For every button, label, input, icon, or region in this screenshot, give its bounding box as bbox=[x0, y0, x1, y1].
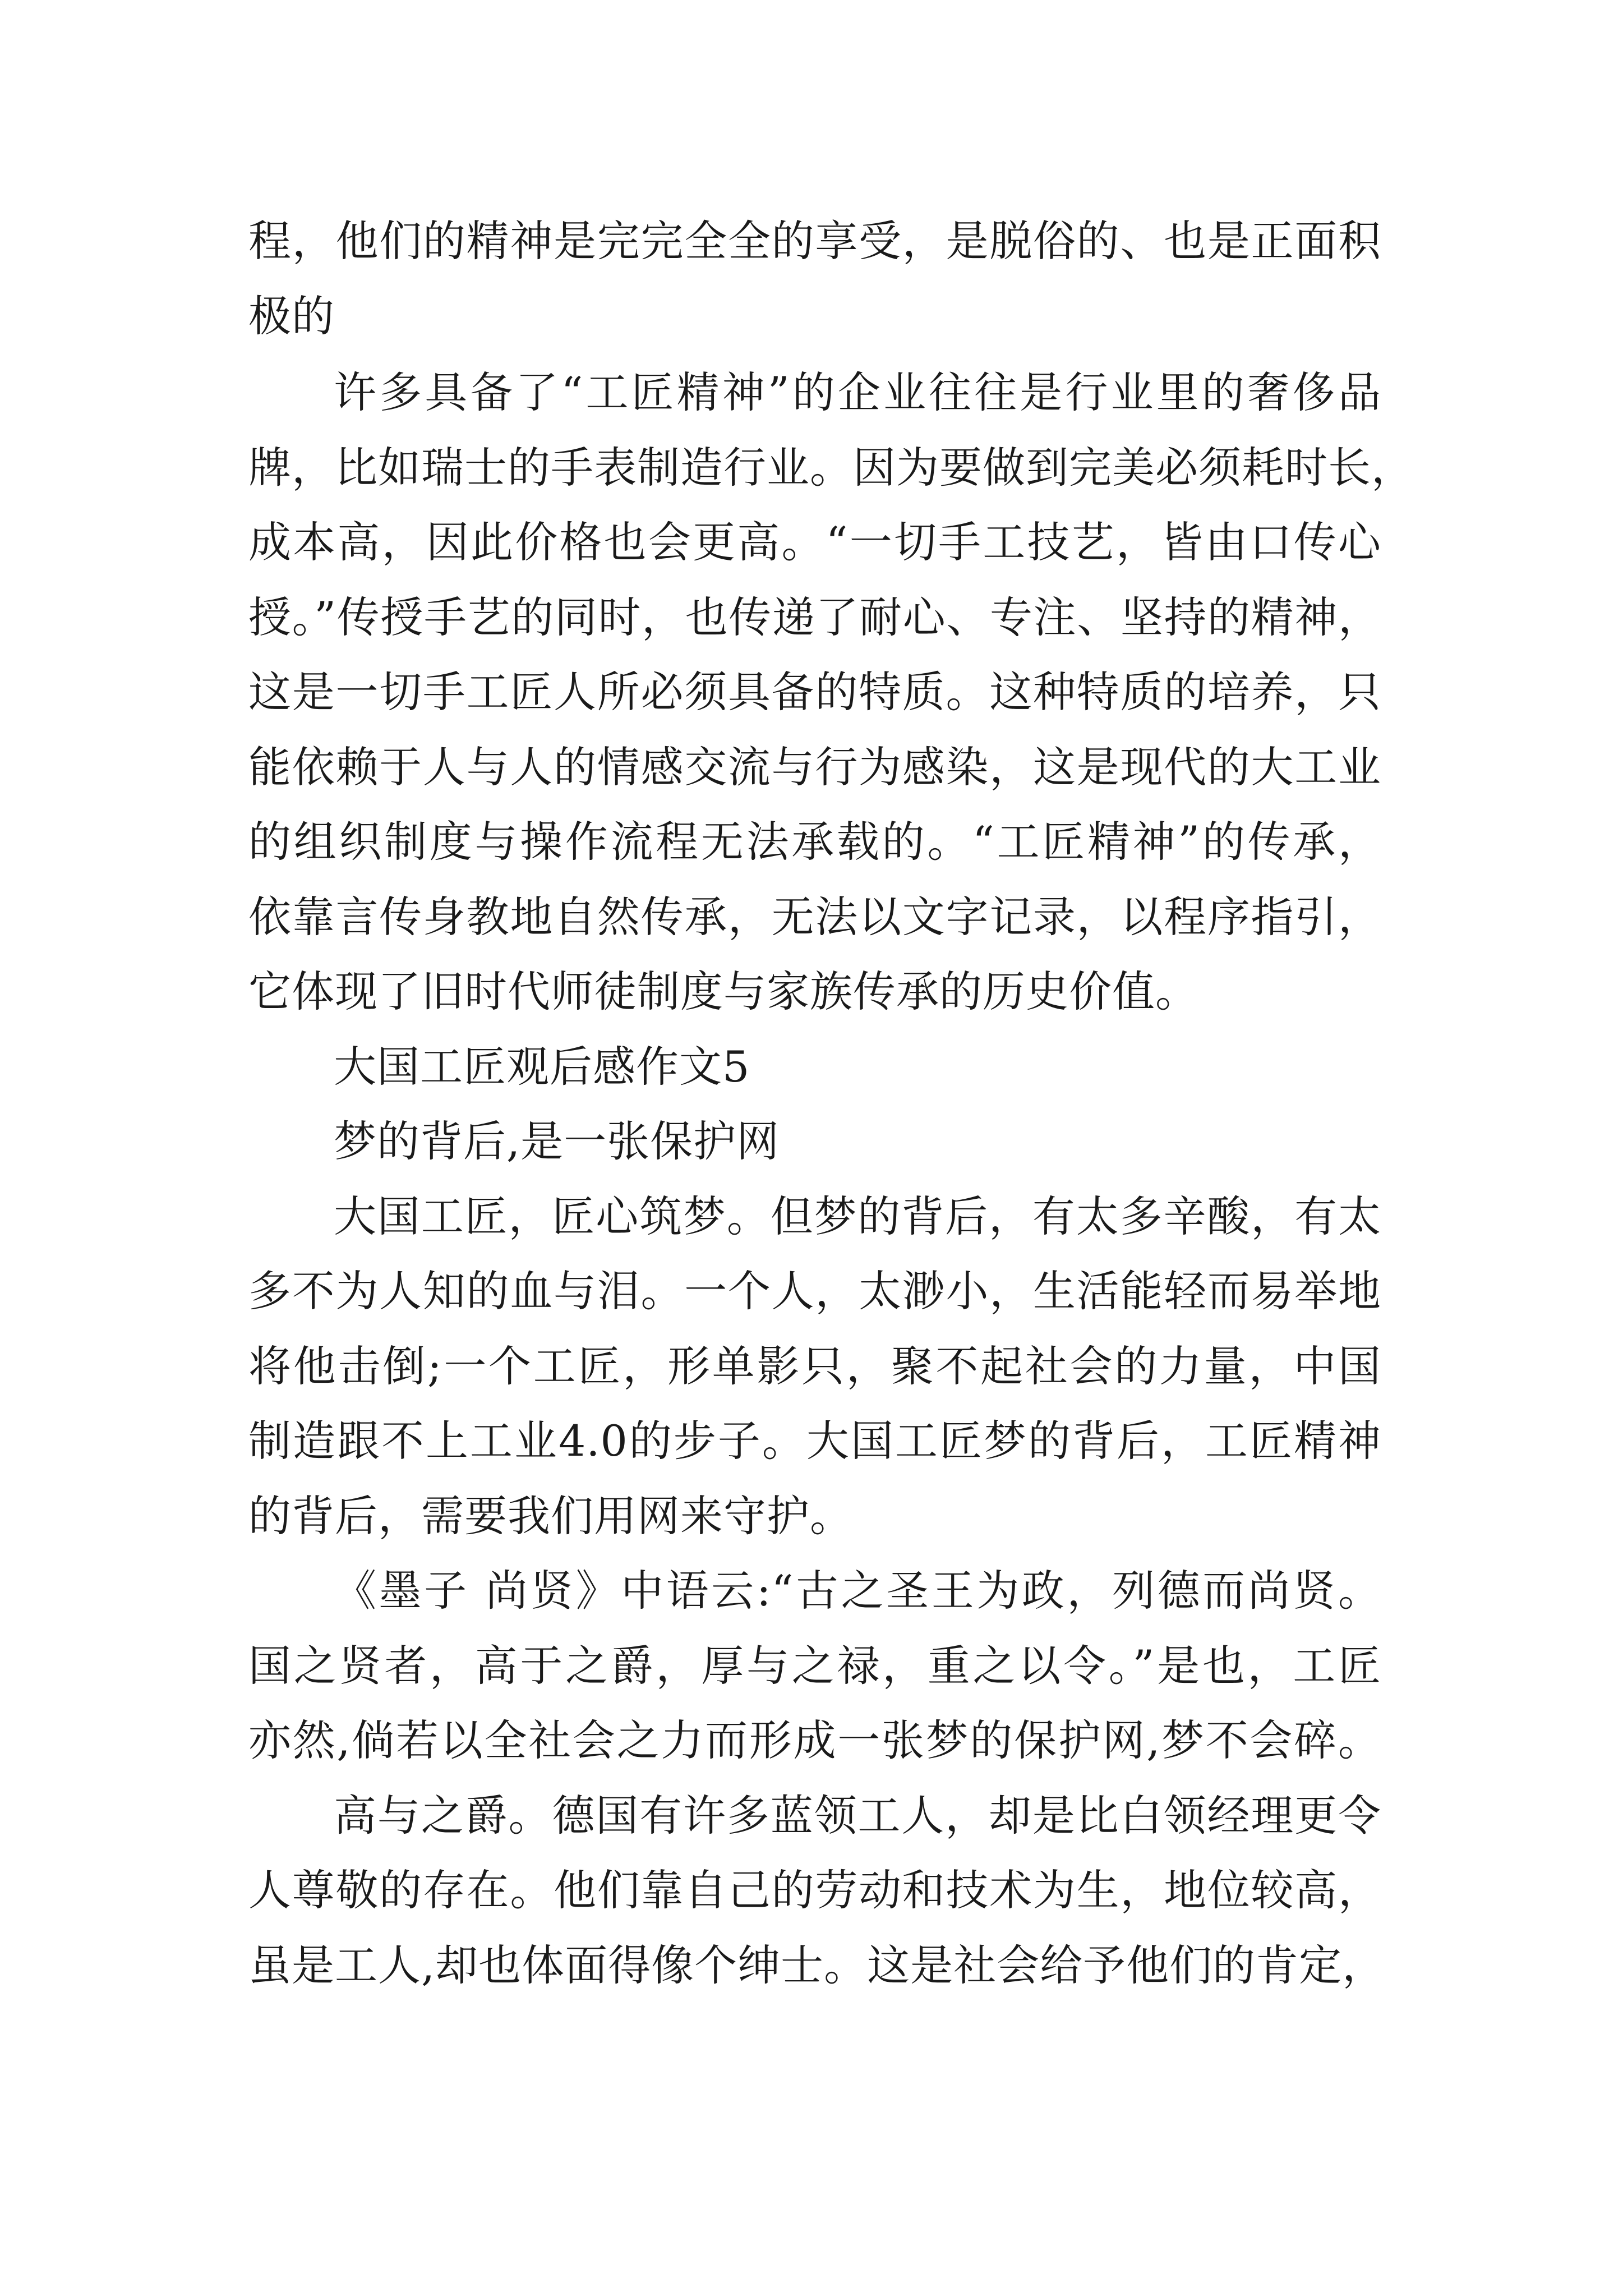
text-line: 将他击倒;一个工匠，形单影只，聚不起社会的力量，中国 bbox=[248, 1341, 1381, 1391]
text-line: 成本高，因此价格也会更高。“一切手工技艺，皆由口传心 bbox=[248, 517, 1381, 567]
paragraph-first-line: 许多具备了“工匠精神”的企业往往是行业里的奢侈品 bbox=[334, 367, 1381, 417]
text-line: 程，他们的精神是完完全全的享受，是脱俗的、也是正面积 bbox=[248, 216, 1381, 266]
text-line: 这是一切手工匠人所必须具备的特质。这种特质的培养，只 bbox=[248, 667, 1381, 717]
text-line: 牌，比如瑞士的手表制造行业。因为要做到完美必须耗时长， bbox=[248, 443, 1414, 493]
text-line: 人尊敬的存在。他们靠自己的劳动和技术为生，地位较高， bbox=[248, 1865, 1381, 1915]
text-line: 国之贤者，高于之爵，厚与之禄，重之以令。”是也，工匠 bbox=[248, 1641, 1381, 1691]
section-subtitle: 梦的背后,是一张保护网 bbox=[334, 1116, 780, 1166]
paragraph-first-line: 大国工匠，匠心筑梦。但梦的背后，有太多辛酸，有太 bbox=[334, 1191, 1381, 1241]
paragraph-first-line: 《墨子 尚贤》中语云:“古之圣王为政，列德而尚贤。 bbox=[334, 1566, 1381, 1616]
text-line: 它体现了旧时代师徒制度与家族传承的历史价值。 bbox=[248, 967, 1198, 1016]
text-line: 的组织制度与操作流程无法承载的。“工匠精神”的传承， bbox=[248, 817, 1381, 867]
section-heading: 大国工匠观后感作文5 bbox=[334, 1042, 750, 1092]
text-line: 极的 bbox=[248, 291, 335, 341]
text-line: 虽是工人,却也体面得像个绅士。这是社会给予他们的肯定， bbox=[248, 1940, 1386, 1990]
paragraph-first-line: 高与之爵。德国有许多蓝领工人，却是比白领经理更令 bbox=[334, 1791, 1381, 1841]
text-line: 授。”传授手艺的同时，也传递了耐心、专注、坚持的精神， bbox=[248, 592, 1381, 642]
text-line: 多不为人知的血与泪。一个人，太渺小，生活能轻而易举地 bbox=[248, 1266, 1381, 1316]
text-line: 依靠言传身教地自然传承，无法以文字记录，以程序指引， bbox=[248, 892, 1381, 942]
text-line: 能依赖于人与人的情感交流与行为感染，这是现代的大工业 bbox=[248, 742, 1381, 792]
text-line: 亦然,倘若以全社会之力而形成一张梦的保护网,梦不会碎。 bbox=[248, 1715, 1381, 1765]
text-line: 的背后，需要我们用网来守护。 bbox=[248, 1491, 853, 1541]
text-line: 制造跟不上工业4.0的步子。大国工匠梦的背后，工匠精神 bbox=[248, 1416, 1381, 1466]
